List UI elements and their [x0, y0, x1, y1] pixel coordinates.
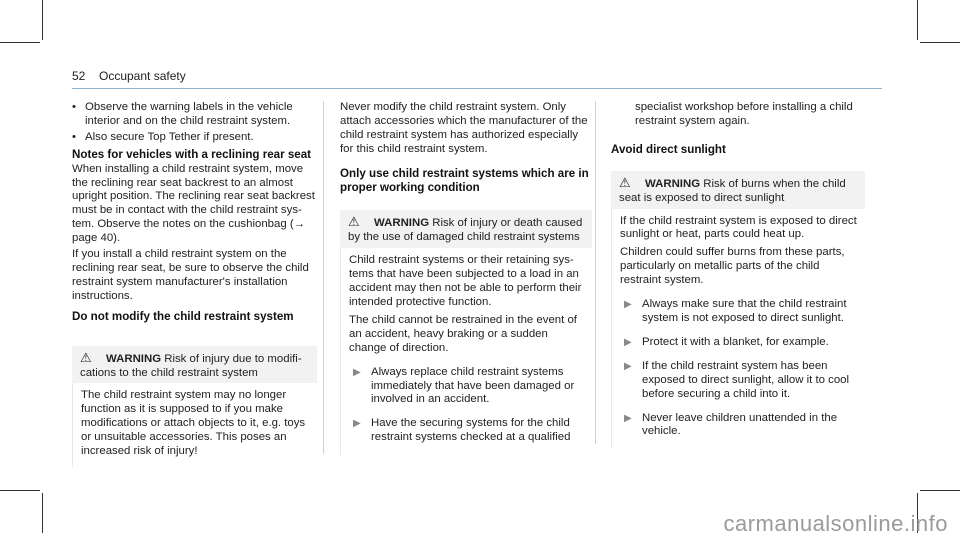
warning-label: WARNING [106, 352, 162, 365]
page-header [72, 70, 882, 88]
warning-header [340, 210, 592, 248]
column-1 [72, 101, 317, 473]
action-item: ▶ Have the securing systems for the child restraint systems checked at a qualified [353, 417, 571, 444]
heading: Notes for vehicles with a reclining rear seat [72, 147, 312, 161]
bullet-dot: • [72, 101, 76, 113]
warning-box [72, 346, 317, 467]
paragraph: specialist workshop before installing a child restraint system again. [635, 101, 853, 127]
crop-mark [0, 42, 40, 43]
warning-box [611, 171, 865, 450]
warning-body [72, 383, 317, 467]
heading: Do not modify the child restraint system [72, 309, 294, 323]
warning-triangle-icon: ⚠ [348, 214, 360, 230]
warning-lead: Risk of injury due to modifi-cations to the child restraint system [80, 352, 302, 379]
bullet-dot: • [72, 130, 76, 143]
warning-box [340, 210, 592, 455]
paragraph: When installing a child restraint system, move the reclining rear seat backrest to an almost upright position. The reclining rear seat backrest must be in contact with the child restraint sys-tem. Observe the notes on the cushionbag (→ page 40). [72, 162, 315, 245]
crop-mark [917, 0, 918, 40]
heading: Only use child restraint systems which are in proper working condition [340, 166, 589, 194]
action-arrow-icon: ▶ [624, 299, 632, 311]
action-arrow-icon: ▶ [353, 418, 361, 430]
watermark: carmanualsonline.info [723, 511, 948, 536]
action-item: ▶ Protect it with a blanket, for example. [624, 335, 829, 348]
crop-mark [0, 490, 40, 491]
warning-body [340, 248, 592, 455]
section-title: Occupant safety [99, 69, 186, 83]
list-item: • Observe the warning labels in the vehicle interior and on the child restraint system. [72, 101, 293, 127]
action-item: ▶ Never leave children unattended in the vehicle. [624, 411, 838, 438]
paragraph: The child cannot be restrained in the event of an accident, heavy braking or a sudden change of direction. [349, 313, 577, 354]
warning-header [611, 171, 865, 209]
warning-triangle-icon: ⚠ [80, 349, 92, 365]
action-arrow-icon: ▶ [624, 336, 632, 348]
crop-mark [920, 42, 960, 43]
action-item: ▶ Always make sure that the child restraint system is not exposed to direct sunlight. [624, 298, 847, 324]
action-arrow-icon: ▶ [624, 412, 632, 424]
paragraph: If the child restraint system is exposed to direct sunlight or heat, parts could heat up. [620, 214, 857, 241]
action-item: ▶ Always replace child restraint systems immediately that have been damaged or involved in an accident. [353, 365, 575, 406]
heading: Avoid direct sunlight [611, 142, 726, 156]
column-2 [340, 101, 592, 461]
action-arrow-icon: ▶ [353, 366, 361, 378]
page-number: 52 [72, 69, 86, 83]
paragraph: Never modify the child restraint system. Only attach accessories which the manufacturer of the child restraint system has authorized especially for this child restraint system. [340, 101, 588, 155]
action-item: ▶ If the child restraint system has been exposed to direct sunlight, allow it to cool before securing a child into it. [624, 359, 850, 400]
column-divider [595, 101, 596, 444]
paragraph: The child restraint system may no longer function as it is supposed to if you make modifications or attach objects to it, e.g. toys or unsuitable accessories. This poses an increased risk of injury! [81, 389, 306, 458]
paragraph: Child restraint systems or their retaining sys-tems that have been subjected to a load in an accident may then not be able to perform their intended protective function. [349, 254, 582, 308]
action-arrow-icon: ▶ [624, 360, 632, 372]
warning-lead: Risk of injury or death caused by the use of damaged child restraint systems [348, 217, 583, 244]
header-rule [72, 88, 882, 89]
warning-lead: Risk of burns when the child seat is exposed to direct sunlight [619, 177, 846, 204]
warning-body [611, 209, 865, 450]
list-item: • Also secure Top Tether if present. [72, 130, 254, 143]
crop-mark [42, 0, 43, 40]
crop-mark [42, 493, 43, 533]
column-divider [323, 101, 324, 454]
warning-header [72, 346, 317, 384]
warning-triangle-icon: ⚠ [619, 174, 631, 190]
column-3 [611, 101, 865, 455]
crop-mark [920, 490, 960, 491]
paragraph: If you install a child restraint system on the reclining rear seat, be sure to observe the child restraint system manufacturer's installation instructions. [72, 248, 309, 302]
warning-label: WARNING [645, 177, 701, 190]
warning-label: WARNING [374, 217, 430, 230]
paragraph: Children could suffer burns from these parts, particularly on metallic parts of the child restraint system. [620, 246, 845, 287]
